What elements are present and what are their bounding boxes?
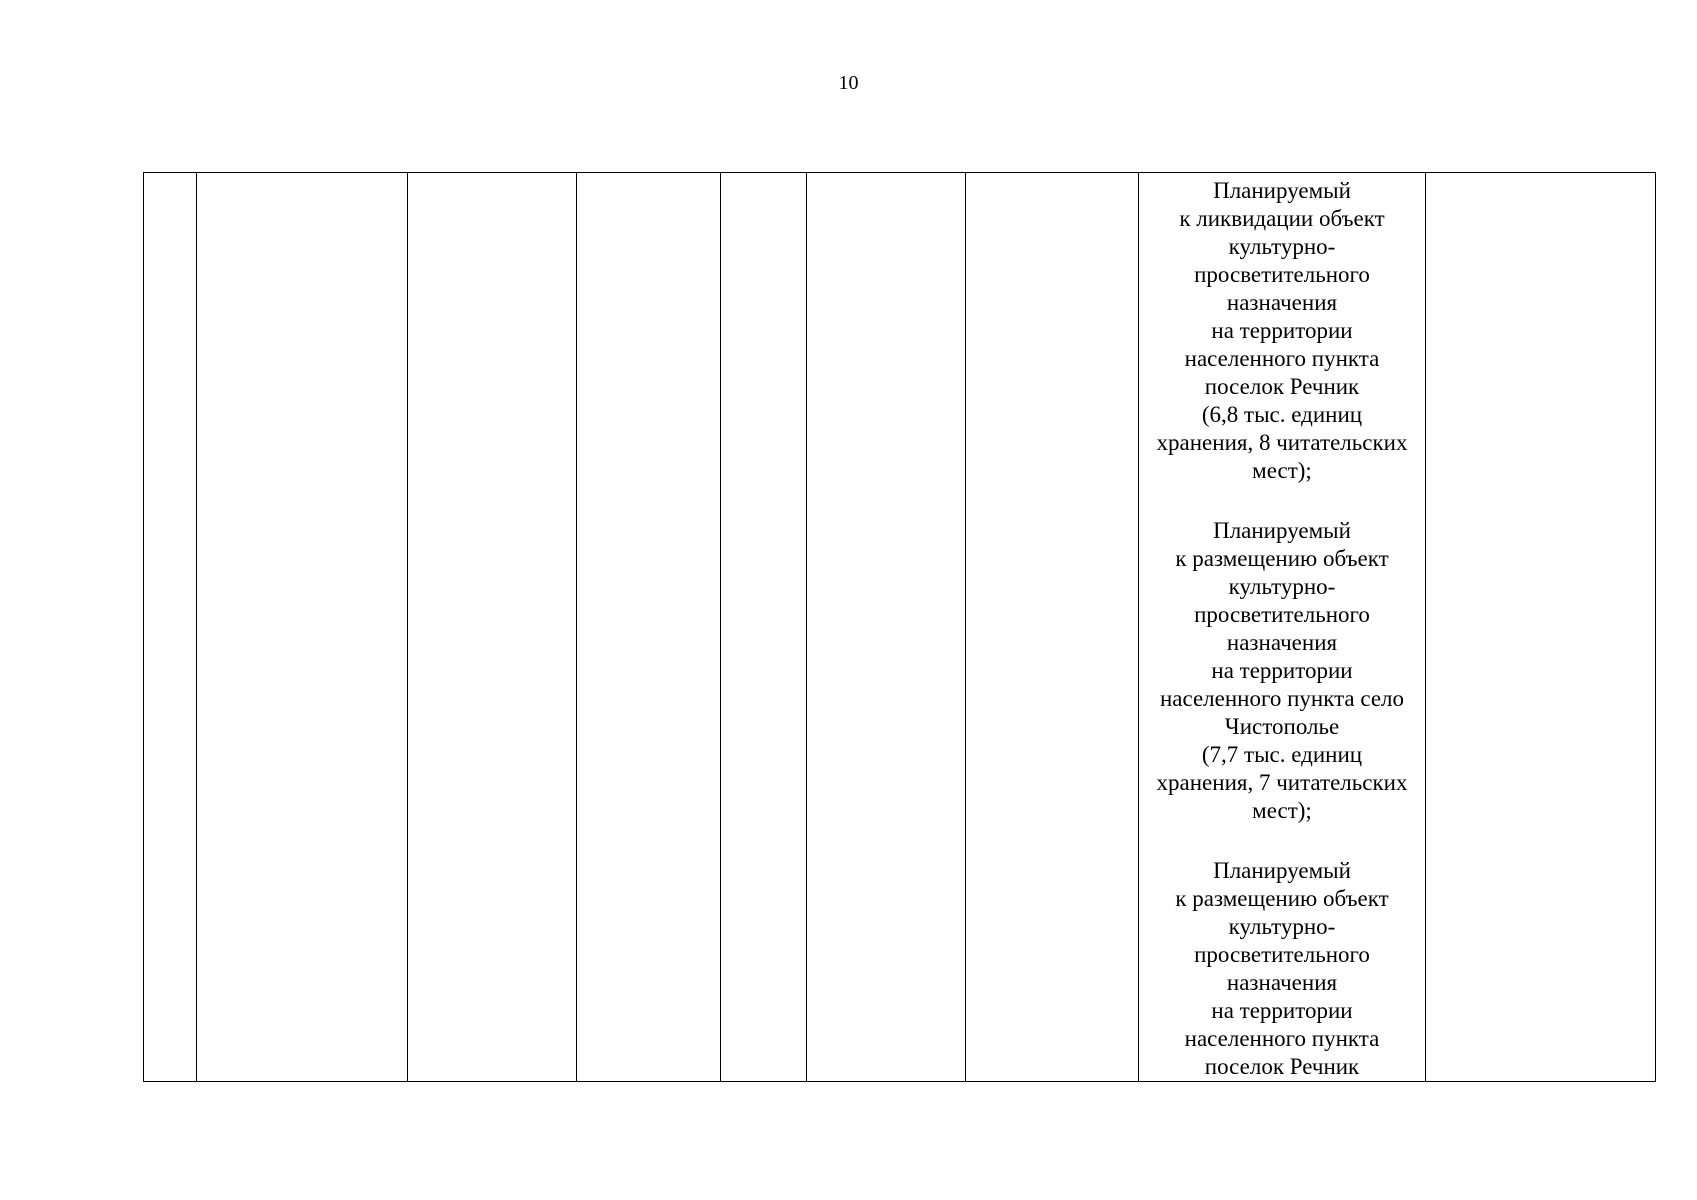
table-cell-6 [807, 173, 966, 1082]
entry-spacer [1139, 825, 1425, 853]
planned-object-entry: Планируемый к размещению объект культурно- просветительного назначения на территории населенного пункта поселок Речник [1175, 858, 1389, 1079]
table-cell-7 [966, 173, 1139, 1082]
table-cell-2 [197, 173, 408, 1082]
planned-object-entry: Планируемый к ликвидации объект культурно- просветительного назначения на территории населенного пункта поселок Речник (6,8 тыс. единиц хранения, 8 читательских мест); [1156, 178, 1408, 483]
table-row [144, 173, 1656, 1082]
table-cell-planned-objects [1139, 173, 1426, 1082]
planned-object-entry: Планируемый к размещению объект культурно- просветительного назначения на территории населенного пункта село Чистополье (7,7 тыс. единиц хранения, 7 читательских мест); [1156, 518, 1408, 823]
table-cell-4 [577, 173, 721, 1082]
entry-spacer [1139, 485, 1425, 513]
table-cell-1 [144, 173, 197, 1082]
document-table [143, 172, 1656, 1082]
page-number: 10 [838, 72, 859, 94]
table-cell-3 [408, 173, 577, 1082]
table-cell-5 [721, 173, 807, 1082]
table-cell-9 [1426, 173, 1656, 1082]
